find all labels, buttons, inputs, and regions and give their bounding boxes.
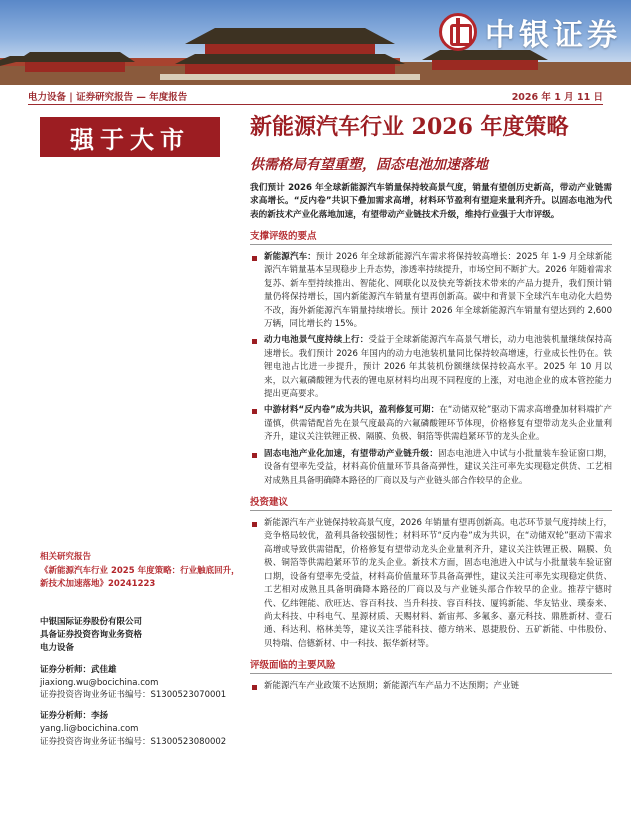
section-heading-support: 支撑评级的要点 [250, 228, 612, 245]
item-text: 预计 2026 年全球新能源汽车需求将保持较高增长：2025 年 1-9 月全球新能源汽车销量基本呈现稳步上升态势，渗透率持续提升，市场空间不断扩大。2026 年随着需求复苏、新车型持续推出、智能化、网联化以及快充等新技术带来的产品力提升，我们预计销量仍将保持增长，国内新能源汽车销量有望再创新高。碳中和背景下全球汽车电动化大趋势不改，海外新能源汽车销量持续增长。预计 2026 年全球新能源汽车销量有望达到约 2,600 万辆，同比增长约 15%。 [264, 251, 612, 329]
report-title: 新能源汽车行业 2026 年度策略 [250, 114, 569, 140]
item-text: 在“动储双轮”驱动下需求高增叠加材料端扩产谨慎，供需错配首先在景气度最高的六氟磷酸锂环节体现，价格修复有望带动龙头企业量利齐升，建议关注铁锂正极、隔膜、负极、铜箔等供需趋紧环节的龙头企业。 [264, 405, 612, 443]
header-banner [0, 0, 631, 85]
item-lead: 固态电池产业化加速，有望带动产业链升级： [264, 448, 439, 459]
item-lead: 中游材料“反内卷”成为共识，盈利修复可期： [264, 405, 440, 416]
list-item [250, 680, 612, 693]
list-item [250, 517, 612, 651]
brand-logo [439, 10, 621, 54]
list-item [250, 448, 612, 488]
section-heading-risk: 评级面临的主要风险 [250, 657, 612, 674]
invest-list [250, 517, 612, 651]
report-summary: 我们预计 2026 年全球新能源汽车销量保持较高景气度，销量有望创历史新高，带动产业链需求高增长。“反内卷”共识下叠加需求高增，材料环节盈利有望迎来量利齐升。以固态电池为代表的新技术产业化落地加速，有望带动产业链技术升级，维持行业强于大市评级。 [250, 182, 612, 220]
company-info [40, 616, 240, 749]
section-heading-invest: 投资建议 [250, 494, 612, 511]
brand-logo-text: 中银证券 [485, 18, 621, 53]
item-text: 新能源汽车产业链保持较高景气度，2026 年销量有望再创新高。电芯环节景气度持续上行，竞争格局较优，盈利具备较强韧性；材料环节“反内卷”成为共识，在“动储双轮”驱动下需求高增或导致供需错配，价格修复有望带动龙头企业量利齐升，建议关注铁锂正极、隔膜、负极、铜箔等供需趋紧环节的龙头企业。新技术方面，固态电池进入中试与小批量装车验证窗口期，设备有望率先受益，材料高价值量环节具备高弹性，建议关注可率先实现稳定供货、工艺相对成熟且具备明确降本路径的厂商以及与产业链头部合作较早的企业。推荐宁德时代、亿纬锂能、欣旺达、容百科技、当升科技、容百科技、厦钨新能、华友钴业、璞泰来、尚太科技、中科电气、星源材质、天赐材料、新宙邦、多氟多、嘉元科技、鼎胜新材、壹石通、科达利、格林美等，建议关注孚能科技、德方纳米、恩捷股份、五矿新能、中伟股份、贝特瑞、信德新材、中一科技、振华新材等。 [264, 518, 612, 649]
report-header-bar [28, 88, 603, 105]
item-text: 新能源汽车产业政策不达预期；新能源汽车产品力不达预期；产业链 [264, 681, 520, 692]
support-list [250, 251, 612, 488]
report-subtitle: 供需格局有望重塑，固态电池加速落地 [250, 156, 488, 173]
analyst-email[interactable]: yang.li@bocichina.com [40, 724, 139, 735]
list-item [250, 251, 612, 332]
company-qualification: 具备证券投资咨询业务资格 [40, 630, 143, 641]
related-report-link[interactable]: 《新能源汽车行业 2025 年度策略：行业触底回升，新技术加速落地》20241223 [40, 566, 240, 589]
company-sector: 电力设备 [40, 643, 75, 654]
related-research [40, 550, 240, 591]
analyst-cert: 证券投资咨询业务证书编号：S1300523070001 [40, 690, 227, 701]
list-item [250, 334, 612, 401]
related-title: 相关研究报告 [40, 552, 92, 562]
item-text: 固态电池进入中试与小批量装车验证窗口期，设备有望率先受益，材料高价值量环节具备高弹性，建议关注可率先实现稳定供货、工艺相对成熟且具备明确降本路径的厂商以及与产业链头部合作较早的企业。 [264, 448, 612, 486]
analyst-name: 证券分析师：李扬 [40, 711, 109, 722]
main-column [250, 112, 612, 697]
item-lead: 动力电池景气度持续上行： [264, 335, 369, 346]
analyst-email[interactable]: jiaxiong.wu@bocichina.com [40, 677, 159, 688]
list-item [250, 404, 612, 444]
bank-logo-icon [439, 13, 477, 51]
item-text: 受益于全球新能源汽车高景气增长，动力电池装机量继续保持高速增长。我们预计 2026 年国内的动力电池装机量同比保持较高增速，行业成长性仍在。铁锂电池占比进一步提升，预计 2026 年其装机份额继续保持较高水平。2025 年 10 月以来，以六氟磷酸锂为代表的锂电原材料均出现不同程度的上涨，对电池企业的成本管控能力提出更高要求。 [264, 335, 612, 400]
analyst-name: 证券分析师：武佳雄 [40, 664, 117, 675]
rating-badge: 强于大市 [40, 117, 220, 157]
company-name: 中银国际证券股份有限公司 [40, 617, 143, 627]
report-category: 电力设备 | 证券研究报告 — 年度报告 [28, 92, 188, 103]
analyst-cert: 证券投资咨询业务证书编号：S1300523080002 [40, 737, 227, 748]
risk-list [250, 680, 612, 693]
report-date: 2026 年 1 月 11 日 [511, 92, 603, 103]
item-lead: 新能源汽车： [264, 251, 316, 262]
